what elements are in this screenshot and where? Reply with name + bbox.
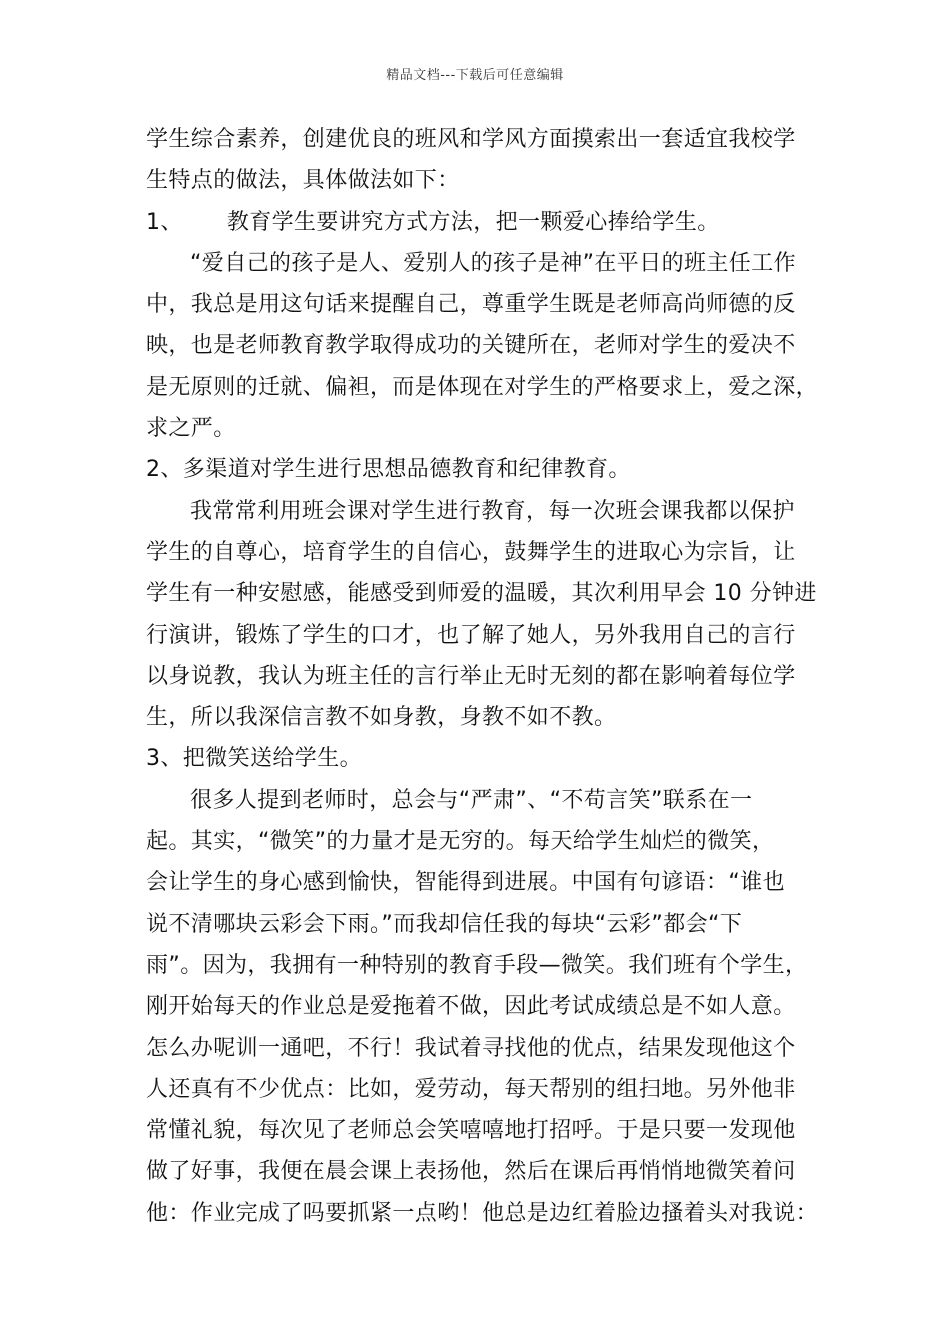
line-text: 教育学生要讲究方式方法，把一颗爱心捧给学生。: [226, 209, 720, 235]
text-line: 说不清哪块云彩会下雨。”而我却信任我的每块“云彩”都会“下: [146, 911, 743, 937]
text-line: “爱自己的孩子是人、爱别人的孩子是神”在平日的班主任工作: [190, 250, 796, 276]
text-line: 生特点的做法，具体做法如下：: [146, 168, 460, 194]
text-line: 是无原则的迁就、偏袒，而是体现在对学生的严格要求上，爱之深，: [146, 374, 819, 400]
document-body: [146, 119, 836, 1234]
text-line: 求之严。: [146, 416, 236, 442]
text-line: 很多人提到老师时，总会与“严肃”、“不苟言笑”联系在一: [190, 787, 753, 813]
text-line: 学生的自尊心，培育学生的自信心，鼓舞学生的进取心为宗旨，让: [146, 539, 796, 565]
text-line: 3、把微笑送给学生。: [146, 746, 362, 772]
text-line: 中，我总是用这句话来提醒自己，尊重学生既是老师高尚师德的反: [146, 292, 796, 318]
text-line: 怎么办呢训一通吧，不行！我试着寻找他的优点，结果发现他这个: [146, 1035, 796, 1061]
text-line: 会让学生的身心感到愉快，智能得到进展。中国有句谚语：“谁也: [146, 870, 785, 896]
text-line: 学生有一种安慰感，能感受到师爱的温暖，其次利用早会 10 分钟进: [146, 581, 817, 607]
text-line: 常懂礼貌，每次见了老师总会笑嘻嘻地打招呼。于是只要一发现他: [146, 1118, 796, 1144]
text-line: 以身说教，我认为班主任的言行举止无时无刻的都在影响着每位学: [146, 663, 796, 689]
text-line: 2、多渠道对学生进行思想品德教育和纪律教育。: [146, 457, 631, 483]
text-line: 我常常利用班会课对学生进行教育，每一次班会课我都以保护: [190, 498, 795, 524]
text-line: 行演讲，锻炼了学生的口才，也了解了她人，另外我用自己的言行: [146, 622, 796, 648]
text-line: 生，所以我深信言教不如身教，身教不如不教。: [146, 705, 617, 731]
text-line: 映，也是老师教育教学取得成功的关键所在，老师对学生的爱决不: [146, 333, 796, 359]
text-line: 他：作业完成了吗要抓紧一点哟！他总是边红着脸边搔着头对我说：: [146, 1200, 819, 1226]
text-line: 雨”。因为，我拥有一种特别的教育手段—微笑。我们班有个学生，: [146, 952, 808, 978]
list-number: 1、: [146, 209, 183, 235]
text-line: [146, 202, 836, 243]
text-line: 起。其实，“微笑”的力量才是无穷的。每天给学生灿烂的微笑，: [146, 829, 775, 855]
text-line: 人还真有不少优点：比如，爱劳动，每天帮别的组扫地。另外他非: [146, 1076, 796, 1102]
text-line: 学生综合素养，创建优良的班风和学风方面摸索出一套适宜我校学: [146, 127, 796, 152]
text-line: 刚开始每天的作业总是爱拖着不做，因此考试成绩总是不如人意。: [146, 994, 796, 1020]
text-line: 做了好事，我便在晨会课上表扬他，然后在课后再悄悄地微笑着问: [146, 1159, 796, 1185]
page-header: 精品文档---下载后可任意编辑: [386, 68, 564, 83]
